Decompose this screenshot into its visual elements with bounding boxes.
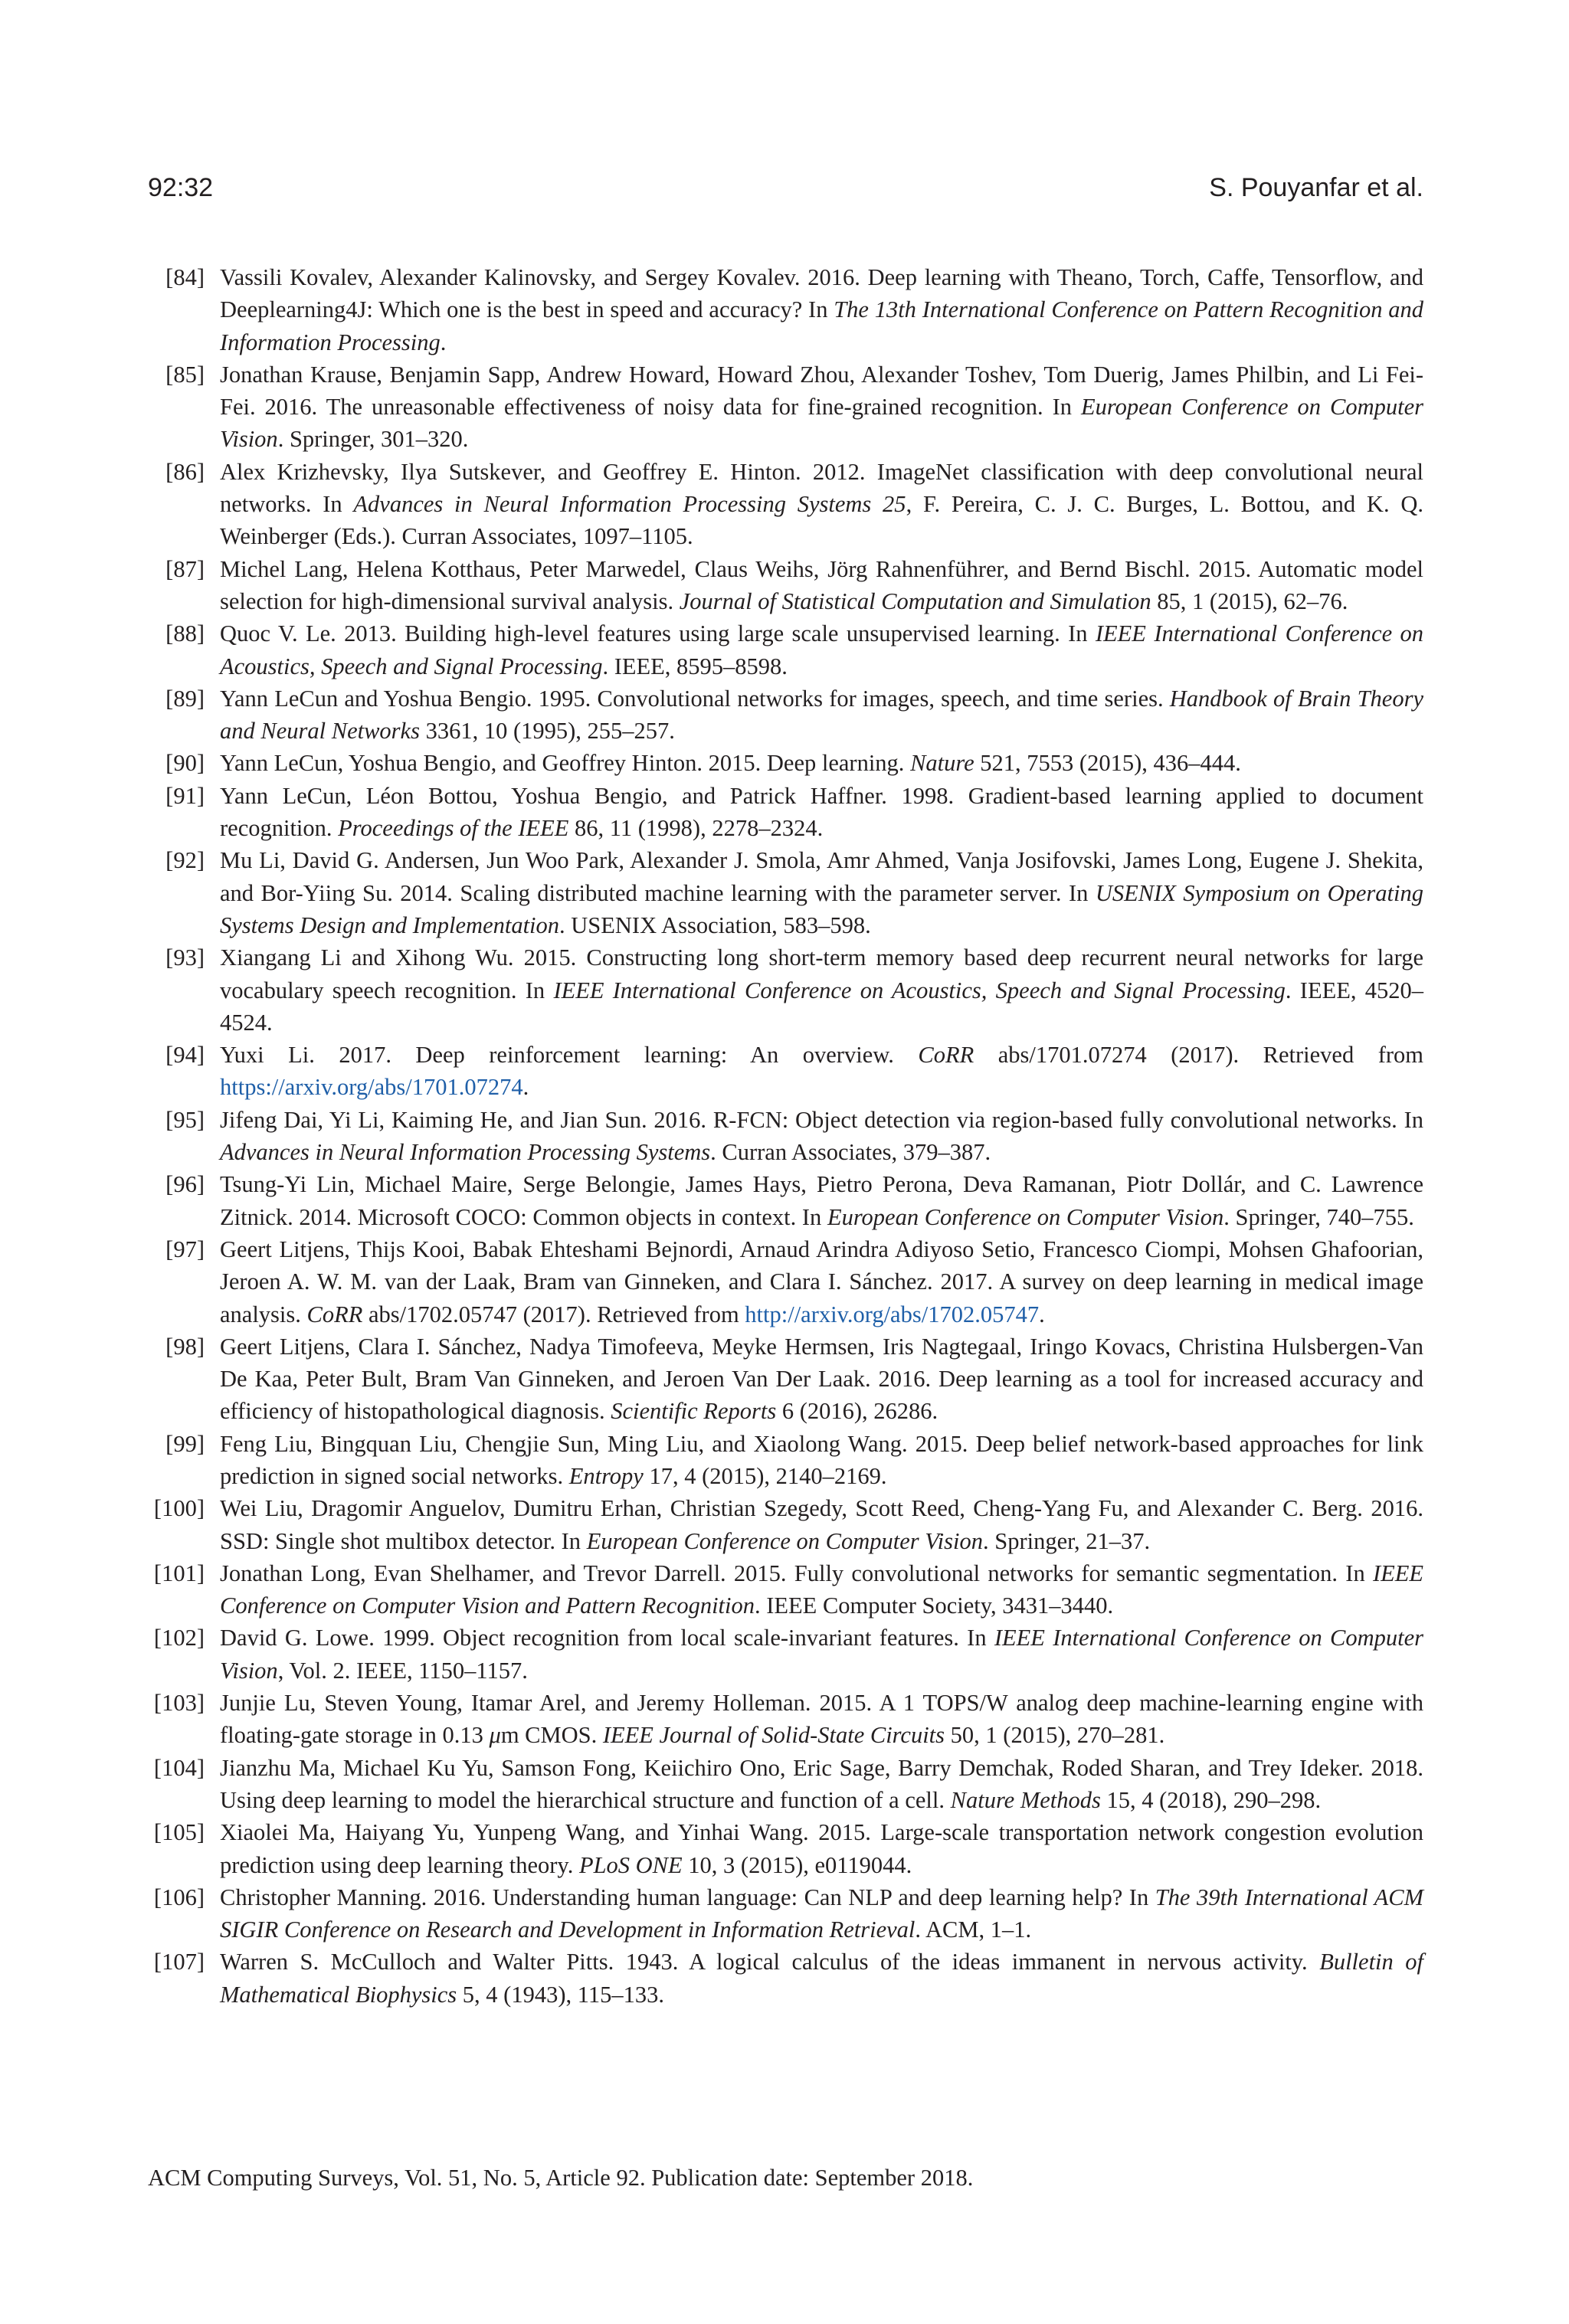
reference-text: Vassili Kovalev, Alexander Kalinovsky, and Sergey Kovalev. 2016. Deep learning with Theano, Torch, Caffe, Tensorflow, and Deeplearning4J: Which one is the best in speed and accuracy? In The 13th International Conference on Pattern Recognition and Information Processing. (220, 264, 1423, 355)
reference-item (148, 1104, 1423, 1169)
reference-number: [101] (153, 1560, 205, 1586)
reference-item (148, 1557, 1423, 1622)
reference-text: Jianzhu Ma, Michael Ku Yu, Samson Fong, Keiichiro Ono, Eric Sage, Barry Demchak, Roded Sharan, and Trey Ideker. 2018. Using deep learning to model the hierarchical structure and function of a cell. Nature Methods 15, 4 (2018), 290–298. (220, 1754, 1423, 1813)
reference-text: Jonathan Long, Evan Shelhamer, and Trevor Darrell. 2015. Fully convolutional networks for semantic segmentation. In IEEE Conference on Computer Vision and Pattern Recognition. IEEE Computer Society, 3431–3440. (220, 1560, 1423, 1619)
reference-text: Geert Litjens, Thijs Kooi, Babak Ehteshami Bejnordi, Arnaud Arindra Adiyoso Setio, Francesco Ciompi, Mohsen Ghafoorian, Jeroen A. W. M. van der Laak, Bram van Ginneken, and Clara I. Sánchez. 2017. A survey on deep learning in medical image analysis. CoRR abs/1702.05747 (2017). Retrieved from http://arxiv.org/abs/1702.05747. (220, 1236, 1423, 1327)
reference-item (148, 1752, 1423, 1817)
reference-item (148, 1168, 1423, 1233)
reference-text: Jonathan Krause, Benjamin Sapp, Andrew Howard, Howard Zhou, Alexander Toshev, Tom Duerig, James Philbin, and Li Fei-Fei. 2016. The unreasonable effectiveness of noisy data for fine-grained recognition. In European Conference on Computer Vision. Springer, 301–320. (220, 361, 1423, 453)
reference-number: [85] (165, 361, 205, 388)
reference-text: Tsung-Yi Lin, Michael Maire, Serge Belongie, James Hays, Pietro Perona, Deva Ramanan, Piotr Dollár, and C. Lawrence Zitnick. 2014. Microsoft COCO: Common objects in context. In European Conference on Computer Vision. Springer, 740–755. (220, 1171, 1423, 1230)
reference-text: David G. Lowe. 1999. Object recognition from local scale-invariant features. In IEEE International Conference on Computer Vision, Vol. 2. IEEE, 1150–1157. (220, 1625, 1423, 1684)
reference-item (148, 553, 1423, 618)
reference-number: [104] (153, 1754, 205, 1781)
reference-link[interactable]: https://arxiv.org/abs/1701.07274 (220, 1074, 523, 1101)
reference-number: [105] (153, 1819, 205, 1846)
reference-item (148, 1816, 1423, 1881)
reference-number: [102] (153, 1625, 205, 1651)
reference-item (148, 358, 1423, 456)
reference-number: [86] (165, 458, 205, 485)
reference-item (148, 941, 1423, 1039)
reference-text: Warren S. McCulloch and Walter Pitts. 1943. A logical calculus of the ideas immanent in nervous activity. Bulletin of Mathematical Biophysics 5, 4 (1943), 115–133. (220, 1949, 1423, 2008)
reference-number: [87] (165, 555, 205, 582)
reference-item (148, 682, 1423, 748)
reference-item (148, 1233, 1423, 1331)
page-header (148, 173, 1423, 211)
reference-item (148, 1687, 1423, 1752)
reference-item (148, 1331, 1423, 1428)
reference-item (148, 1946, 1423, 2011)
reference-text: Feng Liu, Bingquan Liu, Chengjie Sun, Ming Liu, and Xiaolong Wang. 2015. Deep belief network-based approaches for link prediction in signed social networks. Entropy 17, 4 (2015), 2140–2169. (220, 1430, 1423, 1489)
reference-number: [88] (165, 620, 205, 647)
reference-text: Yann LeCun, Yoshua Bengio, and Geoffrey Hinton. 2015. Deep learning. Nature 521, 7553 (2015), 436–444. (220, 750, 1241, 777)
reference-item (148, 1492, 1423, 1557)
reference-text: Xiaolei Ma, Haiyang Yu, Yunpeng Wang, and Yinhai Wang. 2015. Large-scale transportation network congestion evolution prediction using deep learning theory. PLoS ONE 10, 3 (2015), e0119044. (220, 1819, 1423, 1878)
reference-text: Yann LeCun, Léon Bottou, Yoshua Bengio, and Patrick Haffner. 1998. Gradient-based learning applied to document recognition. Proceedings of the IEEE 86, 11 (1998), 2278–2324. (220, 782, 1423, 842)
reference-number: [100] (153, 1495, 205, 1522)
reference-text: Mu Li, David G. Andersen, Jun Woo Park, Alexander J. Smola, Amr Ahmed, Vanja Josifovski, James Long, Eugene J. Shekita, and Bor-Yiing Su. 2014. Scaling distributed machine learning with the parameter server. In USENIX Symposium on Operating Systems Design and Implementation. USENIX Association, 583–598. (220, 847, 1423, 938)
reference-item (148, 261, 1423, 358)
reference-link[interactable]: http://arxiv.org/abs/1702.05747 (745, 1301, 1040, 1327)
reference-text: Jifeng Dai, Yi Li, Kaiming He, and Jian Sun. 2016. R-FCN: Object detection via region-based fully convolutional networks. In Advances in Neural Information Processing Systems. Curran Associates, 379–387. (220, 1106, 1423, 1166)
reference-text: Yann LeCun and Yoshua Bengio. 1995. Convolutional networks for images, speech, and time series. Handbook of Brain Theory and Neural Networks 3361, 10 (1995), 255–257. (220, 685, 1423, 745)
reference-number: [93] (165, 944, 205, 971)
reference-number: [95] (165, 1106, 205, 1133)
running-head-authors: S. Pouyanfar et al. (1209, 173, 1423, 202)
reference-number: [103] (153, 1690, 205, 1717)
reference-number: [107] (153, 1949, 205, 1975)
reference-number: [106] (153, 1884, 205, 1910)
reference-text: Christopher Manning. 2016. Understanding human language: Can NLP and deep learning help? In The 39th International ACM SIGIR Conference on Research and Development in Information Retrieval. ACM, 1–1. (220, 1884, 1423, 1943)
reference-number: [90] (165, 750, 205, 777)
reference-number: [91] (165, 782, 205, 809)
reference-number: [98] (165, 1333, 205, 1360)
reference-text: Michel Lang, Helena Kotthaus, Peter Marwedel, Claus Weihs, Jörg Rahnenführer, and Bernd Bischl. 2015. Automatic model selection for high-dimensional survival analysis. Journal of Statistical Computation and Simulation 85, 1 (2015), 62–76. (220, 555, 1423, 614)
reference-number: [97] (165, 1236, 205, 1262)
reference-text: Alex Krizhevsky, Ilya Sutskever, and Geoffrey E. Hinton. 2012. ImageNet classification with deep convolutional neural networks. In Advances in Neural Information Processing Systems 25, F. Pereira, C. J. C. Burges, L. Bottou, and K. Q. Weinberger (Eds.). Curran Associates, 1097–1105. (220, 458, 1423, 550)
reference-number: [99] (165, 1430, 205, 1457)
reference-number: [92] (165, 847, 205, 874)
reference-item (148, 747, 1423, 779)
reference-item (148, 456, 1423, 553)
reference-text: Wei Liu, Dragomir Anguelov, Dumitru Erhan, Christian Szegedy, Scott Reed, Cheng-Yang Fu, and Alexander C. Berg. 2016. SSD: Single shot multibox detector. In European Conference on Computer Vision. Springer, 21–37. (220, 1495, 1423, 1554)
reference-text: Junjie Lu, Steven Young, Itamar Arel, and Jeremy Holleman. 2015. A 1 TOPS/W analog deep machine-learning engine with floating-gate storage in 0.13 μm CMOS. IEEE Journal of Solid-State Circuits 50, 1 (2015), 270–281. (220, 1690, 1423, 1749)
reference-item (148, 1428, 1423, 1493)
reference-list (148, 261, 1423, 2011)
reference-text: Geert Litjens, Clara I. Sánchez, Nadya Timofeeva, Meyke Hermsen, Iris Nagtegaal, Iringo Kovacs, Christina Hulsbergen-Van De Kaa, Peter Bult, Bram Van Ginneken, and Jeroen Van Der Laak. 2016. Deep learning as a tool for increased accuracy and efficiency of histopathological diagnosis. Scientific Reports 6 (2016), 26286. (220, 1333, 1423, 1425)
page-number: 92:32 (148, 173, 214, 202)
reference-text: Xiangang Li and Xihong Wu. 2015. Constructing long short-term memory based deep recurrent neural networks for large vocabulary speech recognition. In IEEE International Conference on Acoustics, Speech and Signal Processing. IEEE, 4520–4524. (220, 944, 1423, 1036)
reference-number: [94] (165, 1042, 205, 1069)
reference-item (148, 844, 1423, 941)
reference-number: [96] (165, 1171, 205, 1198)
reference-number: [84] (165, 264, 205, 290)
reference-text: Yuxi Li. 2017. Deep reinforcement learning: An overview. CoRR abs/1701.07274 (2017). Retrieved from https://arxiv.org/abs/1701.07274. (220, 1042, 1423, 1101)
reference-item (148, 1039, 1423, 1104)
reference-item (148, 780, 1423, 845)
reference-text: Quoc V. Le. 2013. Building high-level features using large scale unsupervised learning. In IEEE International Conference on Acoustics, Speech and Signal Processing. IEEE, 8595–8598. (220, 620, 1423, 679)
reference-item (148, 1622, 1423, 1687)
reference-item (148, 1881, 1423, 1946)
reference-item (148, 617, 1423, 682)
reference-number: [89] (165, 685, 205, 712)
page-footer: ACM Computing Surveys, Vol. 51, No. 5, Article 92. Publication date: September 2018. (148, 2165, 974, 2191)
